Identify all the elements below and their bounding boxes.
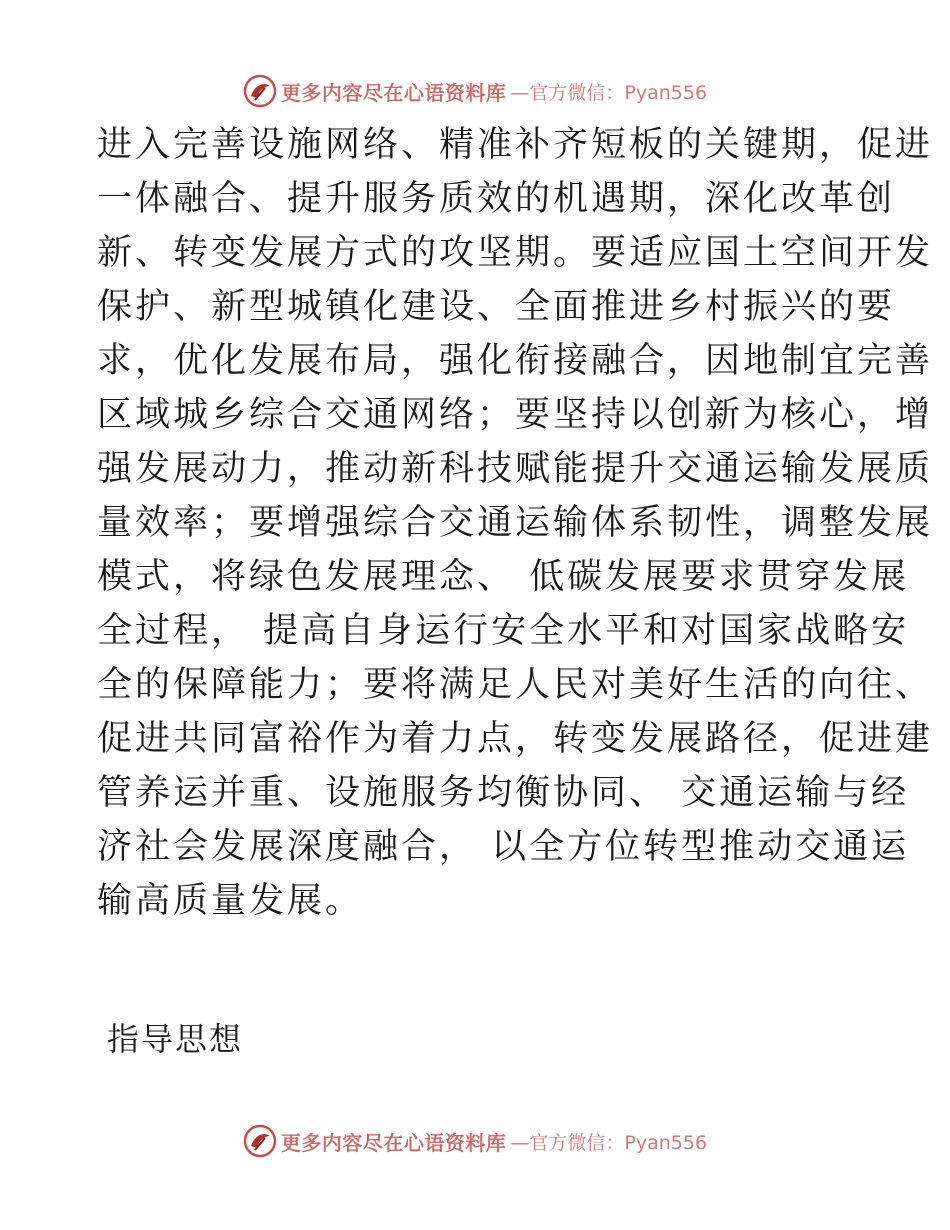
banner-title: 更多内容尽在心语资料库 [280,1130,507,1155]
logo-icon [243,74,277,108]
paragraph-line: 新、转变发展方式的攻坚期。要适应国土空间开发 [97,233,934,273]
paragraph-line: 一体融合、提升服务质效的机遇期，深化改革创 [97,179,896,219]
paragraph-line: 济社会发展深度融合， 以全方位转型推动交通运 [97,827,910,867]
paragraph-line: 全过程， 提高自身运行安全水平和对国家战略安 [97,611,910,651]
banner-wechat: —官方微信：Pyan556 [510,81,708,104]
body-paragraph [97,118,934,928]
paragraph-line: 促进共同富裕作为着力点，转变发展路径，促进建 [97,719,934,759]
header-banner [0,71,950,111]
paragraph-line: 输高质量发展。 [97,881,364,921]
banner-title: 更多内容尽在心语资料库 [280,80,507,105]
footer-banner [0,1121,950,1161]
logo-icon [243,1124,277,1158]
paragraph-line: 管养运并重、设施服务均衡协同、 交通运输与经 [97,773,910,813]
banner-wechat: —官方微信：Pyan556 [510,1131,708,1154]
paragraph-line: 求，优化发展布局，强化衔接融合，因地制宜完善 [97,341,934,381]
section-heading: 指导思想 [107,1020,244,1058]
paragraph-line: 区域城乡综合交通网络；要坚持以创新为核心，增 [97,395,934,435]
paragraph-line: 模式，将绿色发展理念、 低碳发展要求贯穿发展 [97,557,910,597]
paragraph-line: 全的保障能力；要将满足人民对美好生活的向往、 [97,665,934,705]
paragraph-line: 进入完善设施网络、精准补齐短板的关键期，促进 [97,125,934,165]
paragraph-line: 保护、新型城镇化建设、全面推进乡村振兴的要 [97,287,896,327]
paragraph-line: 强发展动力，推动新科技赋能提升交通运输发展质 [97,449,934,489]
paragraph-line: 量效率；要增强综合交通运输体系韧性，调整发展 [97,503,934,543]
